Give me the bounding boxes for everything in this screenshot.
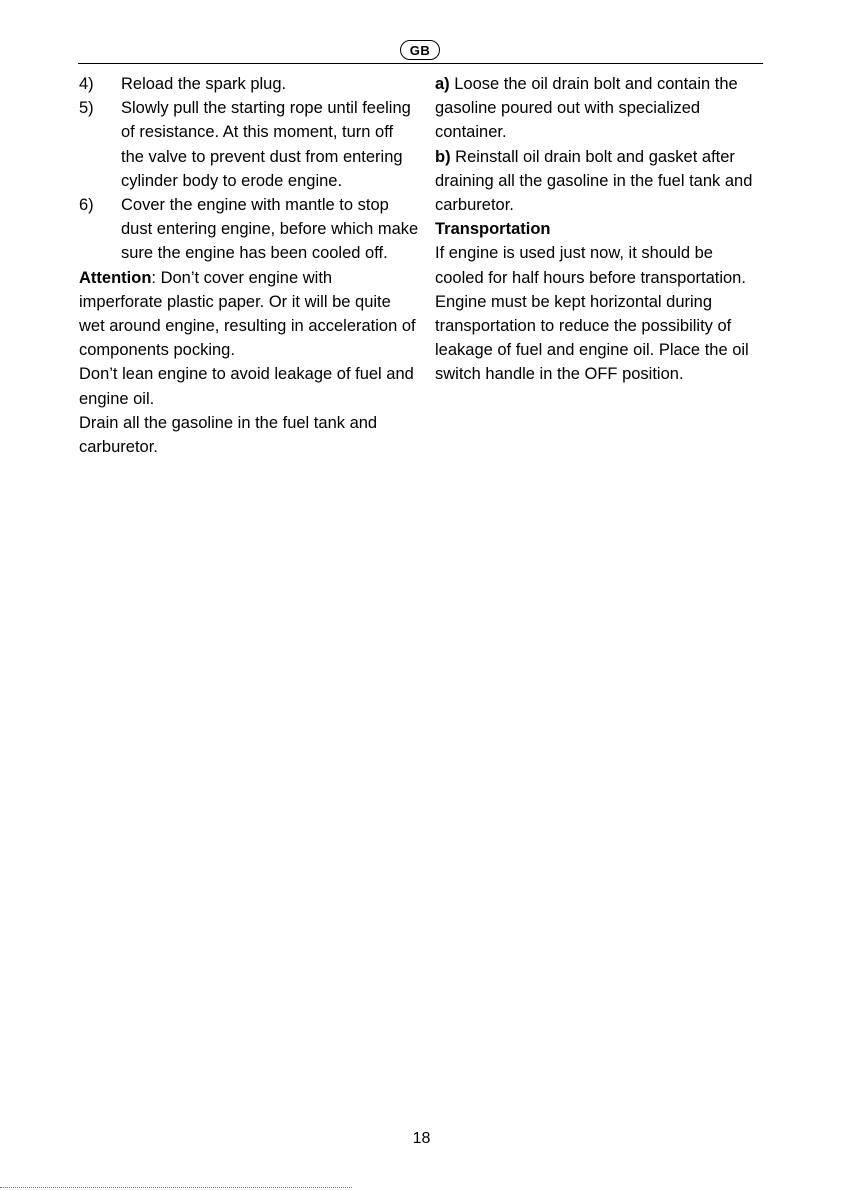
- attention-paragraph: [79, 266, 419, 363]
- language-badge: GB: [400, 40, 440, 60]
- transportation-paragraph-1: If engine is used just now, it should be cooled for half hours before transportation.: [435, 244, 746, 287]
- step-number: 4): [79, 75, 94, 93]
- step-item: [79, 193, 419, 266]
- step-a-label: a): [435, 75, 450, 93]
- bottom-rule: [0, 1187, 352, 1188]
- step-text: Cover the engine with mantle to stop dust entering engine, before which make sure the engine has been cooled off.: [121, 196, 419, 263]
- step-b-text: Reinstall oil drain bolt and gasket after draining all the gasoline in the fuel tank and carburetor.: [435, 147, 753, 215]
- header-rule: [78, 63, 763, 64]
- drain-paragraph: Drain all the gasoline in the fuel tank and carburetor.: [79, 413, 378, 457]
- step-number: 6): [79, 196, 94, 215]
- right-column: [435, 72, 760, 387]
- step-item: [79, 72, 419, 96]
- step-text: Reload the spark plug.: [121, 75, 287, 93]
- lean-paragraph: Don’t lean engine to avoid leakage of fuel and engine oil.: [79, 365, 414, 408]
- page-number: 18: [412, 1130, 431, 1147]
- step-number: 5): [79, 99, 94, 118]
- left-column: [79, 72, 419, 459]
- step-b-paragraph: [435, 145, 760, 218]
- step-b-label: b): [435, 147, 451, 166]
- step-a-paragraph: [435, 72, 760, 145]
- step-text: Slowly pull the starting rope until feeling of resistance. At this moment, turn off the valve to prevent dust from entering cylinder body to erode engine.: [121, 99, 411, 190]
- attention-label: Attention: [79, 268, 152, 287]
- attention-text: : Don’t cover engine with imperforate plastic paper. Or it will be quite wet around engine, resulting in acceleration of components pocking.: [79, 268, 416, 360]
- transportation-heading: Transportation: [435, 220, 551, 239]
- step-item: [79, 96, 419, 193]
- step-a-text: Loose the oil drain bolt and contain the gasoline poured out with specialized container.: [435, 75, 738, 142]
- transportation-paragraph-2: Engine must be kept horizontal during transportation to reduce the possibility of leakage of fuel and engine oil. Place the oil switch handle in the OFF position.: [435, 292, 749, 384]
